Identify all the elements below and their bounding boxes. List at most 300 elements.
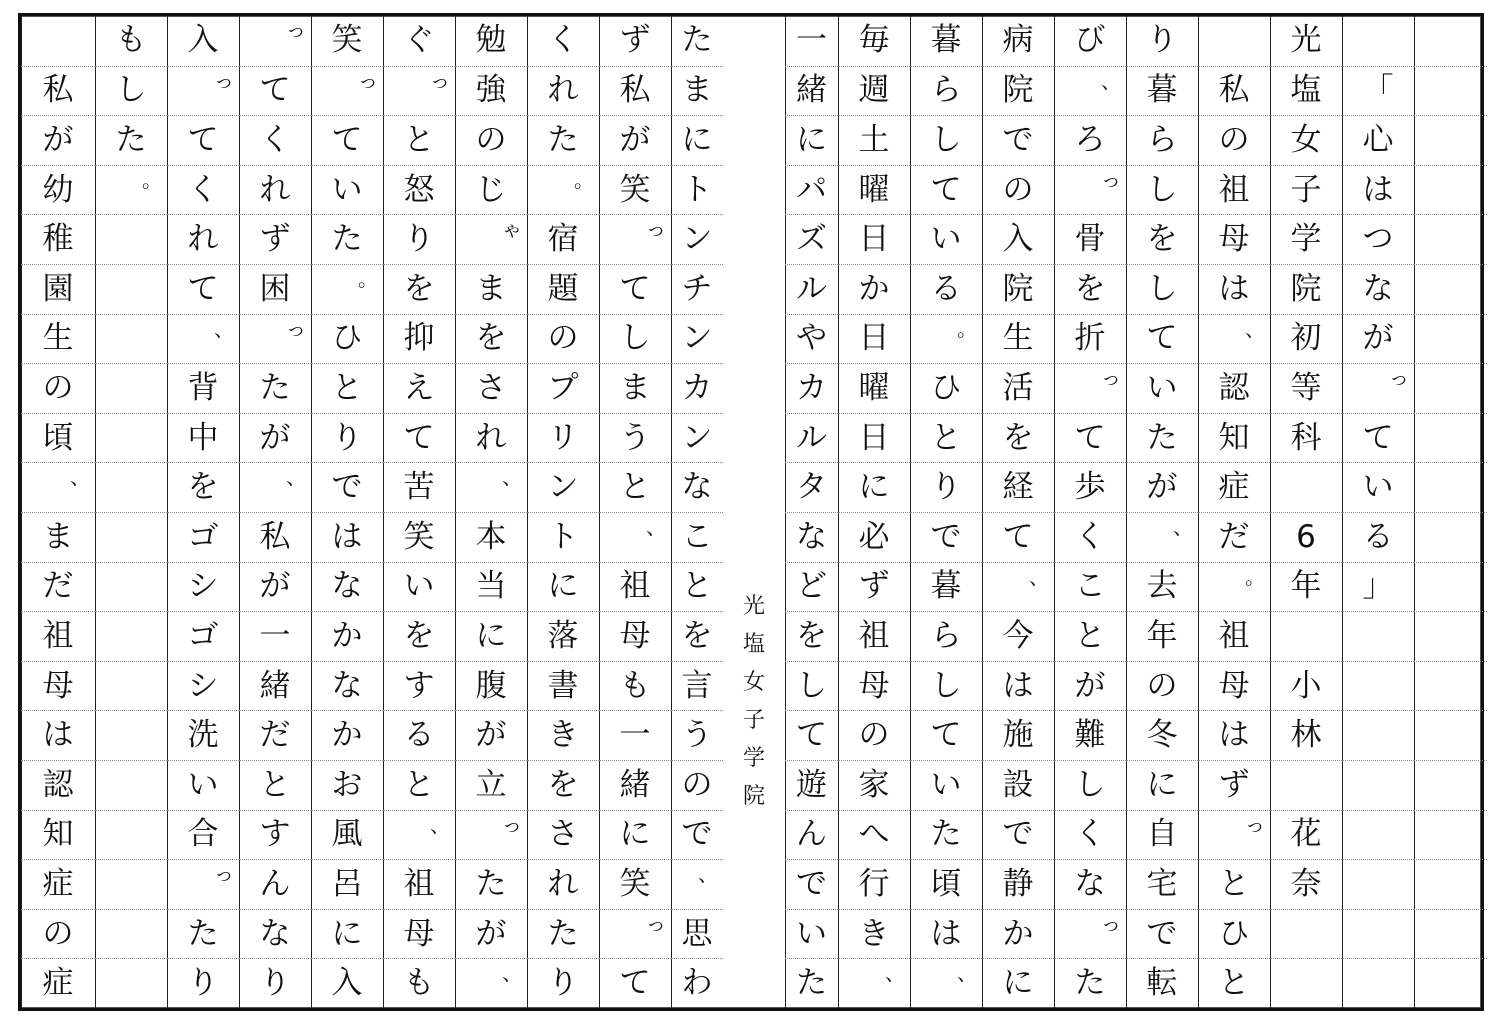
grid-cell: は (1198, 264, 1270, 314)
grid-cell: 母 (599, 611, 671, 661)
grid-cell: い (910, 214, 982, 264)
grid-cell: の (838, 710, 910, 760)
grid-cell (1414, 909, 1487, 959)
fold-label-char: 光 (742, 594, 765, 619)
grid-cell: ン (527, 462, 599, 512)
grid-cell: 光 (1290, 22, 1322, 59)
grid-cell: や (785, 314, 838, 364)
grid-cell: っ (599, 214, 671, 264)
grid-cell: 遊 (785, 760, 838, 810)
grid-cell: 一 (796, 22, 827, 59)
grid-cell: 知 (1198, 413, 1270, 463)
grid-cell (1198, 16, 1270, 66)
grid-cell: り (311, 413, 383, 463)
grid-cell: に (455, 611, 527, 661)
grid-cell: タ (785, 462, 838, 512)
grid-cell: し (599, 314, 671, 364)
grid-cell: な (785, 512, 838, 562)
grid-cell: し (910, 115, 982, 165)
grid-cell: か (311, 611, 383, 661)
grid-cell: 笑 (599, 859, 671, 909)
grid-cell: て (982, 512, 1054, 562)
grid-cell: 暮 (930, 22, 962, 59)
grid-cell: て (599, 958, 671, 1008)
grid-cell (95, 363, 167, 413)
grid-cell: 怒 (383, 165, 455, 215)
grid-cell: た (95, 115, 167, 165)
grid-cell: 学 (1270, 214, 1342, 264)
grid-cell: を (527, 760, 599, 810)
grid-cell: 折 (1054, 314, 1126, 364)
grid-cell: ン (671, 214, 723, 264)
grid-cell: で (311, 462, 383, 512)
text-column-12 (527, 16, 599, 1008)
grid-cell (1270, 909, 1342, 959)
grid-cell: た (527, 115, 599, 165)
grid-cell: 。 (311, 264, 383, 314)
grid-cell: ず (1198, 760, 1270, 810)
grid-cell: が (21, 115, 95, 165)
grid-cell: 家 (838, 760, 910, 810)
grid-cell: て (910, 710, 982, 760)
text-column-10 (671, 16, 723, 1008)
grid-cell: 祖 (599, 562, 671, 612)
grid-cell: 風 (311, 810, 383, 860)
grid-cell: 。 (910, 314, 982, 364)
grid-cell (95, 810, 167, 860)
grid-cell: を (982, 413, 1054, 463)
grid-cell (95, 661, 167, 711)
grid-cell: き (527, 710, 599, 760)
grid-cell: と (1054, 611, 1126, 661)
grid-cell (1414, 859, 1487, 909)
grid-cell: リ (527, 413, 599, 463)
grid-cell: 院 (982, 264, 1054, 314)
grid-cell: 書 (527, 661, 599, 711)
grid-cell: 母 (1198, 661, 1270, 711)
grid-cell: 院 (982, 66, 1054, 116)
text-column-11 (599, 16, 671, 1008)
grid-cell: て (1126, 314, 1198, 364)
grid-cell: 勉 (475, 22, 507, 59)
grid-cell (1414, 810, 1487, 860)
text-column-15 (311, 16, 383, 1008)
grid-cell: ら (910, 66, 982, 116)
grid-cell: チ (671, 264, 723, 314)
grid-cell: 祖 (1198, 611, 1270, 661)
grid-cell: 幼 (21, 165, 95, 215)
grid-cell: 「 (1342, 66, 1414, 116)
grid-cell: 洗 (167, 710, 239, 760)
grid-cell: 、 (982, 562, 1054, 612)
grid-cell: パ (785, 165, 838, 215)
grid-cell (1414, 115, 1487, 165)
grid-cell: た (785, 958, 838, 1008)
grid-cell (1414, 611, 1487, 661)
grid-cell: 祖 (1198, 165, 1270, 215)
grid-cell: 生 (982, 314, 1054, 364)
grid-cell (1342, 16, 1414, 66)
grid-cell (1414, 363, 1487, 413)
grid-cell: た (681, 22, 713, 59)
grid-cell: く (1054, 810, 1126, 860)
grid-cell: な (311, 661, 383, 711)
grid-cell: れ (527, 66, 599, 116)
grid-cell (95, 462, 167, 512)
grid-cell: 日 (838, 314, 910, 364)
grid-cell: ん (785, 810, 838, 860)
grid-cell: ひ (1198, 909, 1270, 959)
grid-cell: を (455, 314, 527, 364)
grid-cell: な (671, 462, 723, 512)
grid-cell: 症 (21, 859, 95, 909)
grid-cell: ゴ (167, 512, 239, 562)
grid-cell: ん (239, 859, 311, 909)
grid-cell: 小 (1270, 661, 1342, 711)
grid-cell: 私 (599, 66, 671, 116)
grid-cell: し (910, 661, 982, 711)
grid-cell: ゃ (455, 214, 527, 264)
grid-cell: わ (671, 958, 723, 1008)
grid-cell: じ (455, 165, 527, 215)
grid-cell: に (982, 958, 1054, 1008)
grid-cell (1414, 512, 1487, 562)
grid-cell: 冬 (1126, 710, 1198, 760)
grid-cell: て (599, 264, 671, 314)
grid-cell: し (1126, 264, 1198, 314)
grid-cell: 心 (1342, 115, 1414, 165)
grid-cell: の (527, 314, 599, 364)
grid-cell: を (1126, 214, 1198, 264)
grid-cell: う (671, 710, 723, 760)
grid-cell: に (671, 115, 723, 165)
grid-cell: 曜 (838, 363, 910, 413)
grid-cell: は (21, 710, 95, 760)
grid-cell (1414, 66, 1487, 116)
grid-cell: 稚 (21, 214, 95, 264)
grid-cell (1270, 760, 1342, 810)
grid-cell: 曜 (838, 165, 910, 215)
grid-cell: に (599, 810, 671, 860)
grid-cell: 言 (671, 661, 723, 711)
grid-cell: も (599, 661, 671, 711)
grid-cell: ト (527, 512, 599, 562)
grid-cell: カ (671, 363, 723, 413)
grid-cell (1414, 214, 1487, 264)
fold-label-char: 女 (742, 670, 765, 695)
grid-cell: 、 (455, 958, 527, 1008)
grid-cell (95, 413, 167, 463)
grid-cell: い (383, 562, 455, 612)
text-column-13 (455, 16, 527, 1008)
grid-cell: り (1146, 22, 1178, 59)
grid-cell (95, 611, 167, 661)
grid-cell: っ (286, 18, 306, 42)
grid-cell: 、 (167, 314, 239, 364)
text-column-8 (838, 16, 910, 1008)
grid-cell: 。 (1198, 562, 1270, 612)
grid-cell (1342, 859, 1414, 909)
grid-cell: シ (167, 562, 239, 612)
grid-cell: 。 (95, 165, 167, 215)
grid-cell: ず (619, 22, 651, 59)
grid-cell: 強 (455, 66, 527, 116)
grid-cell: 院 (1270, 264, 1342, 314)
grid-cell: が (599, 115, 671, 165)
grid-cell (1342, 810, 1414, 860)
grid-cell: 花 (1270, 810, 1342, 860)
grid-cell: 経 (982, 462, 1054, 512)
grid-cell: だ (21, 562, 95, 612)
grid-cell: 静 (982, 859, 1054, 909)
grid-cell: を (383, 264, 455, 314)
grid-cell: 認 (1198, 363, 1270, 413)
grid-cell: で (982, 115, 1054, 165)
grid-cell: 暮 (910, 562, 982, 612)
text-column-16 (239, 16, 311, 1008)
grid-cell: と (383, 760, 455, 810)
grid-cell: 等 (1270, 363, 1342, 413)
text-column-17 (167, 16, 239, 1008)
grid-cell: っ (455, 810, 527, 860)
grid-cell: っ (167, 859, 239, 909)
grid-cell: 歩 (1054, 462, 1126, 512)
grid-cell (95, 710, 167, 760)
grid-cell: 合 (167, 810, 239, 860)
grid-cell: っ (383, 66, 455, 116)
grid-cell: は (1198, 710, 1270, 760)
grid-cell (95, 512, 167, 562)
fold-label-char: 院 (742, 784, 765, 809)
grid-cell: と (671, 562, 723, 612)
grid-cell: こ (1054, 562, 1126, 612)
grid-cell: 、 (21, 462, 95, 512)
grid-cell: 土 (838, 115, 910, 165)
grid-cell: て (167, 115, 239, 165)
grid-cell: っ (311, 66, 383, 116)
grid-cell: れ (167, 214, 239, 264)
grid-cell: ン (671, 413, 723, 463)
grid-cell: 難 (1054, 710, 1126, 760)
grid-cell (1414, 264, 1487, 314)
grid-cell: ま (671, 66, 723, 116)
grid-cell: た (1054, 958, 1126, 1008)
grid-cell (1414, 562, 1487, 612)
grid-cell: 頃 (21, 413, 95, 463)
grid-cell (1414, 165, 1487, 215)
grid-cell: 入 (311, 958, 383, 1008)
grid-cell (1414, 958, 1487, 1008)
grid-cell: し (1054, 760, 1126, 810)
grid-cell: ら (1126, 115, 1198, 165)
grid-cell: つ (1342, 214, 1414, 264)
grid-cell: っ (1054, 909, 1126, 959)
grid-cell (1342, 611, 1414, 661)
grid-cell: で (671, 810, 723, 860)
grid-cell: 思 (671, 909, 723, 959)
grid-cell: て (311, 115, 383, 165)
grid-cell: 認 (21, 760, 95, 810)
grid-cell: だ (1198, 512, 1270, 562)
grid-cell: 本 (455, 512, 527, 562)
grid-cell: 私 (21, 66, 95, 116)
text-column-9 (785, 16, 838, 1008)
grid-cell: 背 (167, 363, 239, 413)
grid-cell: る (910, 264, 982, 314)
grid-cell: 去 (1126, 562, 1198, 612)
grid-cell: さ (455, 363, 527, 413)
grid-cell: の (1126, 661, 1198, 711)
grid-cell: な (239, 909, 311, 959)
grid-cell: た (239, 363, 311, 413)
grid-cell: に (311, 909, 383, 959)
grid-cell: 、 (1126, 512, 1198, 562)
grid-cell: ら (910, 611, 982, 661)
grid-cell: て (239, 66, 311, 116)
grid-cell: て (167, 264, 239, 314)
grid-cell (1414, 462, 1487, 512)
grid-cell: 生 (21, 314, 95, 364)
grid-cell: た (910, 810, 982, 860)
grid-cell: 母 (383, 909, 455, 959)
grid-cell: と (239, 760, 311, 810)
grid-cell: れ (239, 165, 311, 215)
grid-cell: は (311, 512, 383, 562)
grid-cell: 頃 (910, 859, 982, 909)
grid-cell: ン (671, 314, 723, 364)
text-column-4 (1126, 16, 1198, 1008)
grid-cell: ひ (311, 314, 383, 364)
grid-cell: 笑 (331, 22, 363, 59)
grid-cell: ゴ (167, 611, 239, 661)
text-column-5 (1054, 16, 1126, 1008)
grid-cell: 初 (1270, 314, 1342, 364)
grid-cell: に (1126, 760, 1198, 810)
grid-cell: 設 (982, 760, 1054, 810)
grid-cell: 緒 (239, 661, 311, 711)
fold-label-char: 学 (742, 746, 765, 771)
grid-cell: っ (167, 66, 239, 116)
fold-label-char: 塩 (742, 632, 765, 657)
grid-cell: の (671, 760, 723, 810)
grid-cell: い (785, 909, 838, 959)
grid-cell: に (838, 462, 910, 512)
grid-cell: こ (671, 512, 723, 562)
grid-cell: で (982, 810, 1054, 860)
grid-cell: か (311, 710, 383, 760)
grid-cell: 宅 (1126, 859, 1198, 909)
grid-cell: 、 (455, 462, 527, 512)
grid-cell: り (167, 958, 239, 1008)
grid-cell: ル (785, 264, 838, 314)
grid-cell: に (527, 562, 599, 612)
grid-cell: だ (239, 710, 311, 760)
grid-cell: 症 (1198, 462, 1270, 512)
fold-label (723, 16, 785, 1008)
text-column-14 (383, 16, 455, 1008)
grid-cell: か (982, 909, 1054, 959)
grid-cell: 女 (1270, 115, 1342, 165)
grid-cell: し (785, 661, 838, 711)
grid-cell: く (167, 165, 239, 215)
grid-cell: る (383, 710, 455, 760)
grid-cell: 週 (838, 66, 910, 116)
grid-cell: 母 (838, 661, 910, 711)
grid-cell: 毎 (858, 22, 890, 59)
grid-cell: の (1198, 115, 1270, 165)
text-column-6 (982, 16, 1054, 1008)
grid-cell: が (1126, 462, 1198, 512)
grid-cell: る (1342, 512, 1414, 562)
grid-cell: と (910, 413, 982, 463)
grid-cell: 緒 (785, 66, 838, 116)
text-column-1 (1342, 16, 1414, 1008)
text-column-18 (95, 16, 167, 1008)
grid-cell: い (910, 760, 982, 810)
grid-cell: を (671, 611, 723, 661)
grid-cell: っ (1054, 165, 1126, 215)
grid-cell: 施 (982, 710, 1054, 760)
grid-cell: き (838, 909, 910, 959)
grid-cell: び (1074, 22, 1106, 59)
grid-cell: れ (527, 859, 599, 909)
grid-cell (1414, 314, 1487, 364)
grid-cell: 症 (21, 958, 95, 1008)
grid-cell: り (383, 214, 455, 264)
grid-cell: 転 (1126, 958, 1198, 1008)
grid-cell: も (383, 958, 455, 1008)
grid-cell: っ (239, 314, 311, 364)
grid-cell: 祖 (383, 859, 455, 909)
grid-cell: ま (455, 264, 527, 314)
grid-cell: い (167, 760, 239, 810)
grid-cell: れ (455, 413, 527, 463)
grid-cell: ぐ (403, 22, 435, 59)
grid-cell: も (115, 22, 147, 59)
text-column-7 (910, 16, 982, 1008)
grid-cell (1342, 909, 1414, 959)
grid-cell: 入 (982, 214, 1054, 264)
grid-cell: っ (1198, 810, 1270, 860)
grid-cell: り (239, 958, 311, 1008)
grid-cell: 私 (1198, 66, 1270, 116)
grid-cell: た (311, 214, 383, 264)
grid-cell: な (311, 562, 383, 612)
grid-cell (1414, 413, 1487, 463)
grid-cell: 、 (599, 512, 671, 562)
grid-cell: 日 (838, 214, 910, 264)
grid-cell: 。 (527, 165, 599, 215)
grid-cell: た (527, 909, 599, 959)
grid-cell: た (455, 859, 527, 909)
grid-cell: ズ (785, 214, 838, 264)
grid-cell: え (383, 363, 455, 413)
grid-cell (1342, 710, 1414, 760)
grid-cell: し (95, 66, 167, 116)
grid-cell: 、 (671, 859, 723, 909)
grid-cell: と (1198, 958, 1270, 1008)
grid-cell: 知 (21, 810, 95, 860)
grid-cell: 」 (1342, 562, 1414, 612)
grid-cell: さ (527, 810, 599, 860)
grid-cell (95, 264, 167, 314)
grid-cell: を (1054, 264, 1126, 314)
grid-cell: が (239, 413, 311, 463)
text-column-19 (21, 16, 95, 1008)
grid-cell: 骨 (1054, 214, 1126, 264)
grid-cell (1414, 661, 1487, 711)
grid-cell: 今 (982, 611, 1054, 661)
